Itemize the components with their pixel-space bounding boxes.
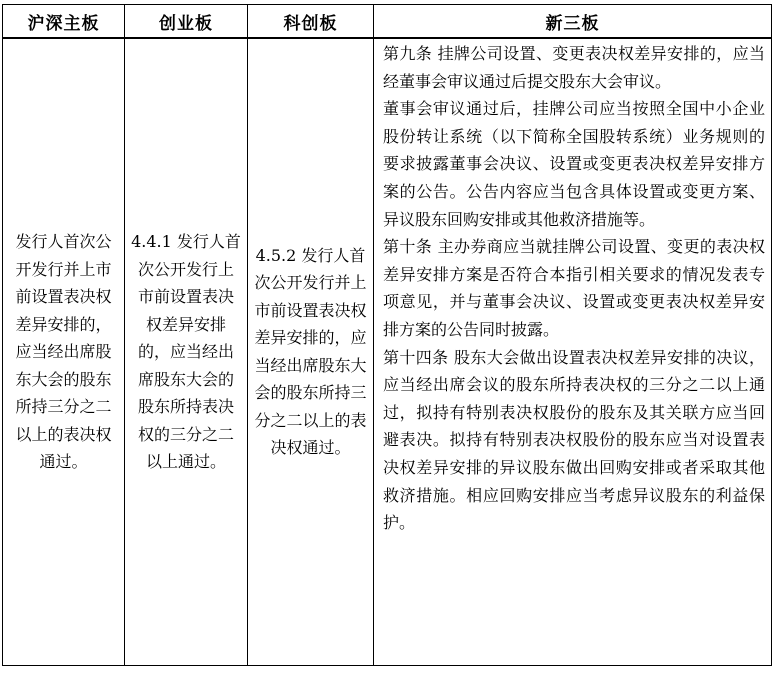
cell-main-board: 发行人首次公开发行并上市前设置表决权差异安排的，应当经出席股东大会的股东所持三分之二以上的表决权通过。	[3, 38, 125, 665]
header-row	[3, 5, 772, 39]
header-star-market: 科创板	[248, 5, 374, 39]
comparison-table	[2, 4, 772, 666]
cell-neeq	[374, 38, 772, 665]
neeq-board-review: 董事会审议通过后，挂牌公司应当按照全国中小企业股份转让系统（以下简称全国股转系统）业务规则的要求披露董事会决议、设置或变更表决权差异安排方案的公告。公告内容应当包含具体设置或变更方案、异议股东回购安排或其他救济措施等。	[383, 99, 765, 229]
neeq-article-14: 第十四条 股东大会做出设置表决权差异安排的决议，应当经出席会议的股东所持表决权的三分之二以上通过，拟持有特别表决权股份的股东及其关联方应当回避表决。拟持有特别表决权股份的股东应当对设置表决权差异安排的异议股东做出回购安排或者采取其他救济措施。相应回购安排应当考虑异议股东的利益保护。	[383, 347, 765, 533]
header-main-board: 沪深主板	[3, 5, 125, 39]
neeq-article-10: 第十条 主办券商应当就挂牌公司设置、变更的表决权差异安排方案是否符合本指引相关要求的情况发表专项意见，并与董事会决议、设置或变更表决权差异安排方案的公告同时披露。	[383, 237, 765, 339]
neeq-article-9: 第九条 挂牌公司设置、变更表决权差异安排的，应当经董事会审议通过后提交股东大会审议。	[383, 44, 765, 91]
header-neeq: 新三板	[374, 5, 772, 39]
header-chinext: 创业板	[125, 5, 248, 39]
cell-star-market: 4.5.2 发行人首次公开发行并上市前设置表决权差异安排的，应当经出席股东大会的股东所持三分之二以上的表决权通过。	[248, 38, 374, 665]
cell-chinext: 4.4.1 发行人首次公开发行上市前设置表决权差异安排的，应当经出席股东大会的股东所持表决权的三分之二以上通过。	[125, 38, 248, 665]
table-row	[3, 38, 772, 665]
